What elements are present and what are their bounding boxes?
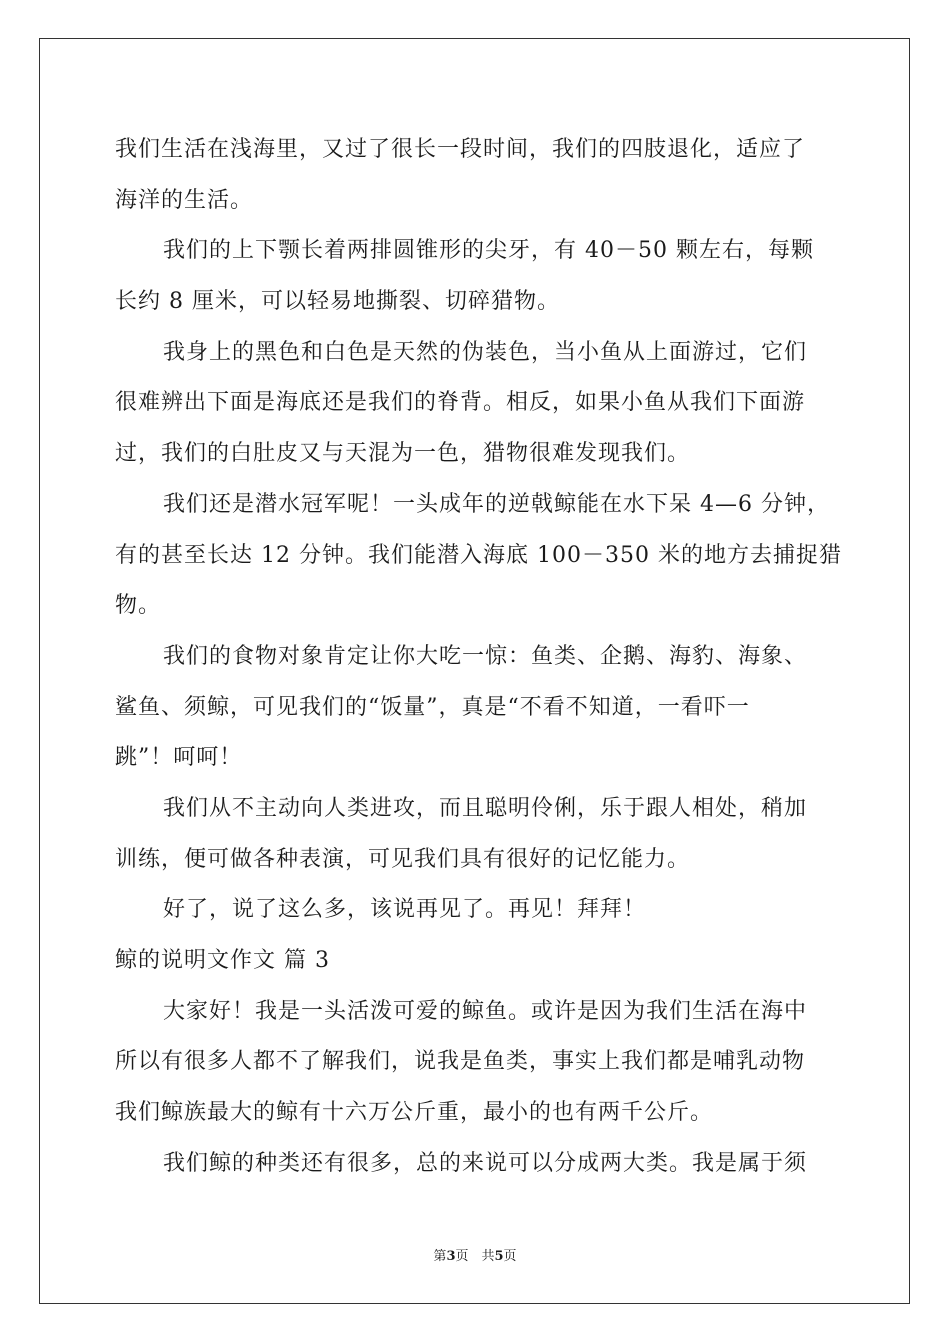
text-line: 所以有很多人都不了解我们，说我是鱼类，事实上我们都是哺乳动物 <box>115 1049 806 1075</box>
text-line: 我身上的黑色和白色是天然的伪装色，当小鱼从上面游过，它们 <box>163 339 808 365</box>
text-line: 我们的上下颚长着两排圆锥形的尖牙，有 40－50 颗左右，每颗 <box>163 238 814 264</box>
total-page-count: 5 <box>494 1249 504 1264</box>
text-line: 物。 <box>115 593 162 619</box>
text-line: 好了，说了这么多，该说再见了。再见！拜拜！ <box>163 897 647 923</box>
text-line: 我们生活在浅海里，又过了很长一段时间，我们的四肢退化，适应了 <box>115 137 806 162</box>
text-line: 很难辨出下面是海底还是我们的脊背。相反，如果小鱼从我们下面游 <box>115 390 806 416</box>
text-line: 我们鲸族最大的鲸有十六万公斤重，最小的也有两千公斤。 <box>115 1100 714 1126</box>
text-line: 鲨鱼、须鲸，可见我们的“饭量”，真是“不看不知道，一看吓一 <box>115 694 750 720</box>
text-line: 跳”！呵呵！ <box>115 745 243 771</box>
footer-middle: 页 共 <box>455 1249 495 1264</box>
page-footer <box>0 1245 950 1264</box>
text-line: 过，我们的白肚皮又与天混为一色，猎物很难发现我们。 <box>115 441 691 467</box>
footer-suffix: 页 <box>503 1249 517 1264</box>
current-page-number: 3 <box>446 1249 456 1264</box>
text-line: 长约 8 厘米，可以轻易地撕裂、切碎猎物。 <box>115 289 560 315</box>
text-line: 有的甚至长达 12 分钟。我们能潜入海底 100－350 米的地方去捕捉猎 <box>115 542 842 568</box>
text-line: 大家好！我是一头活泼可爱的鲸鱼。或许是因为我们生活在海中 <box>163 998 808 1024</box>
text-line: 我们从不主动向人类进攻，而且聪明伶俐，乐于跟人相处，稍加 <box>163 795 808 821</box>
text-line: 训练，便可做各种表演，可见我们具有很好的记忆能力。 <box>115 846 691 872</box>
section-heading: 鲸的说明文作文 篇 3 <box>115 948 330 973</box>
document-body <box>115 125 855 1189</box>
text-line: 海洋的生活。 <box>115 187 254 213</box>
text-line: 我们鲸的种类还有很多，总的来说可以分成两大类。我是属于须 <box>163 1150 808 1176</box>
footer-prefix: 第 <box>433 1249 447 1264</box>
text-line: 我们还是潜水冠军呢！一头成年的逆戟鲸能在水下呆 4—6 分钟， <box>163 491 830 517</box>
text-line: 我们的食物对象肯定让你大吃一惊：鱼类、企鹅、海豹、海象、 <box>163 643 808 669</box>
